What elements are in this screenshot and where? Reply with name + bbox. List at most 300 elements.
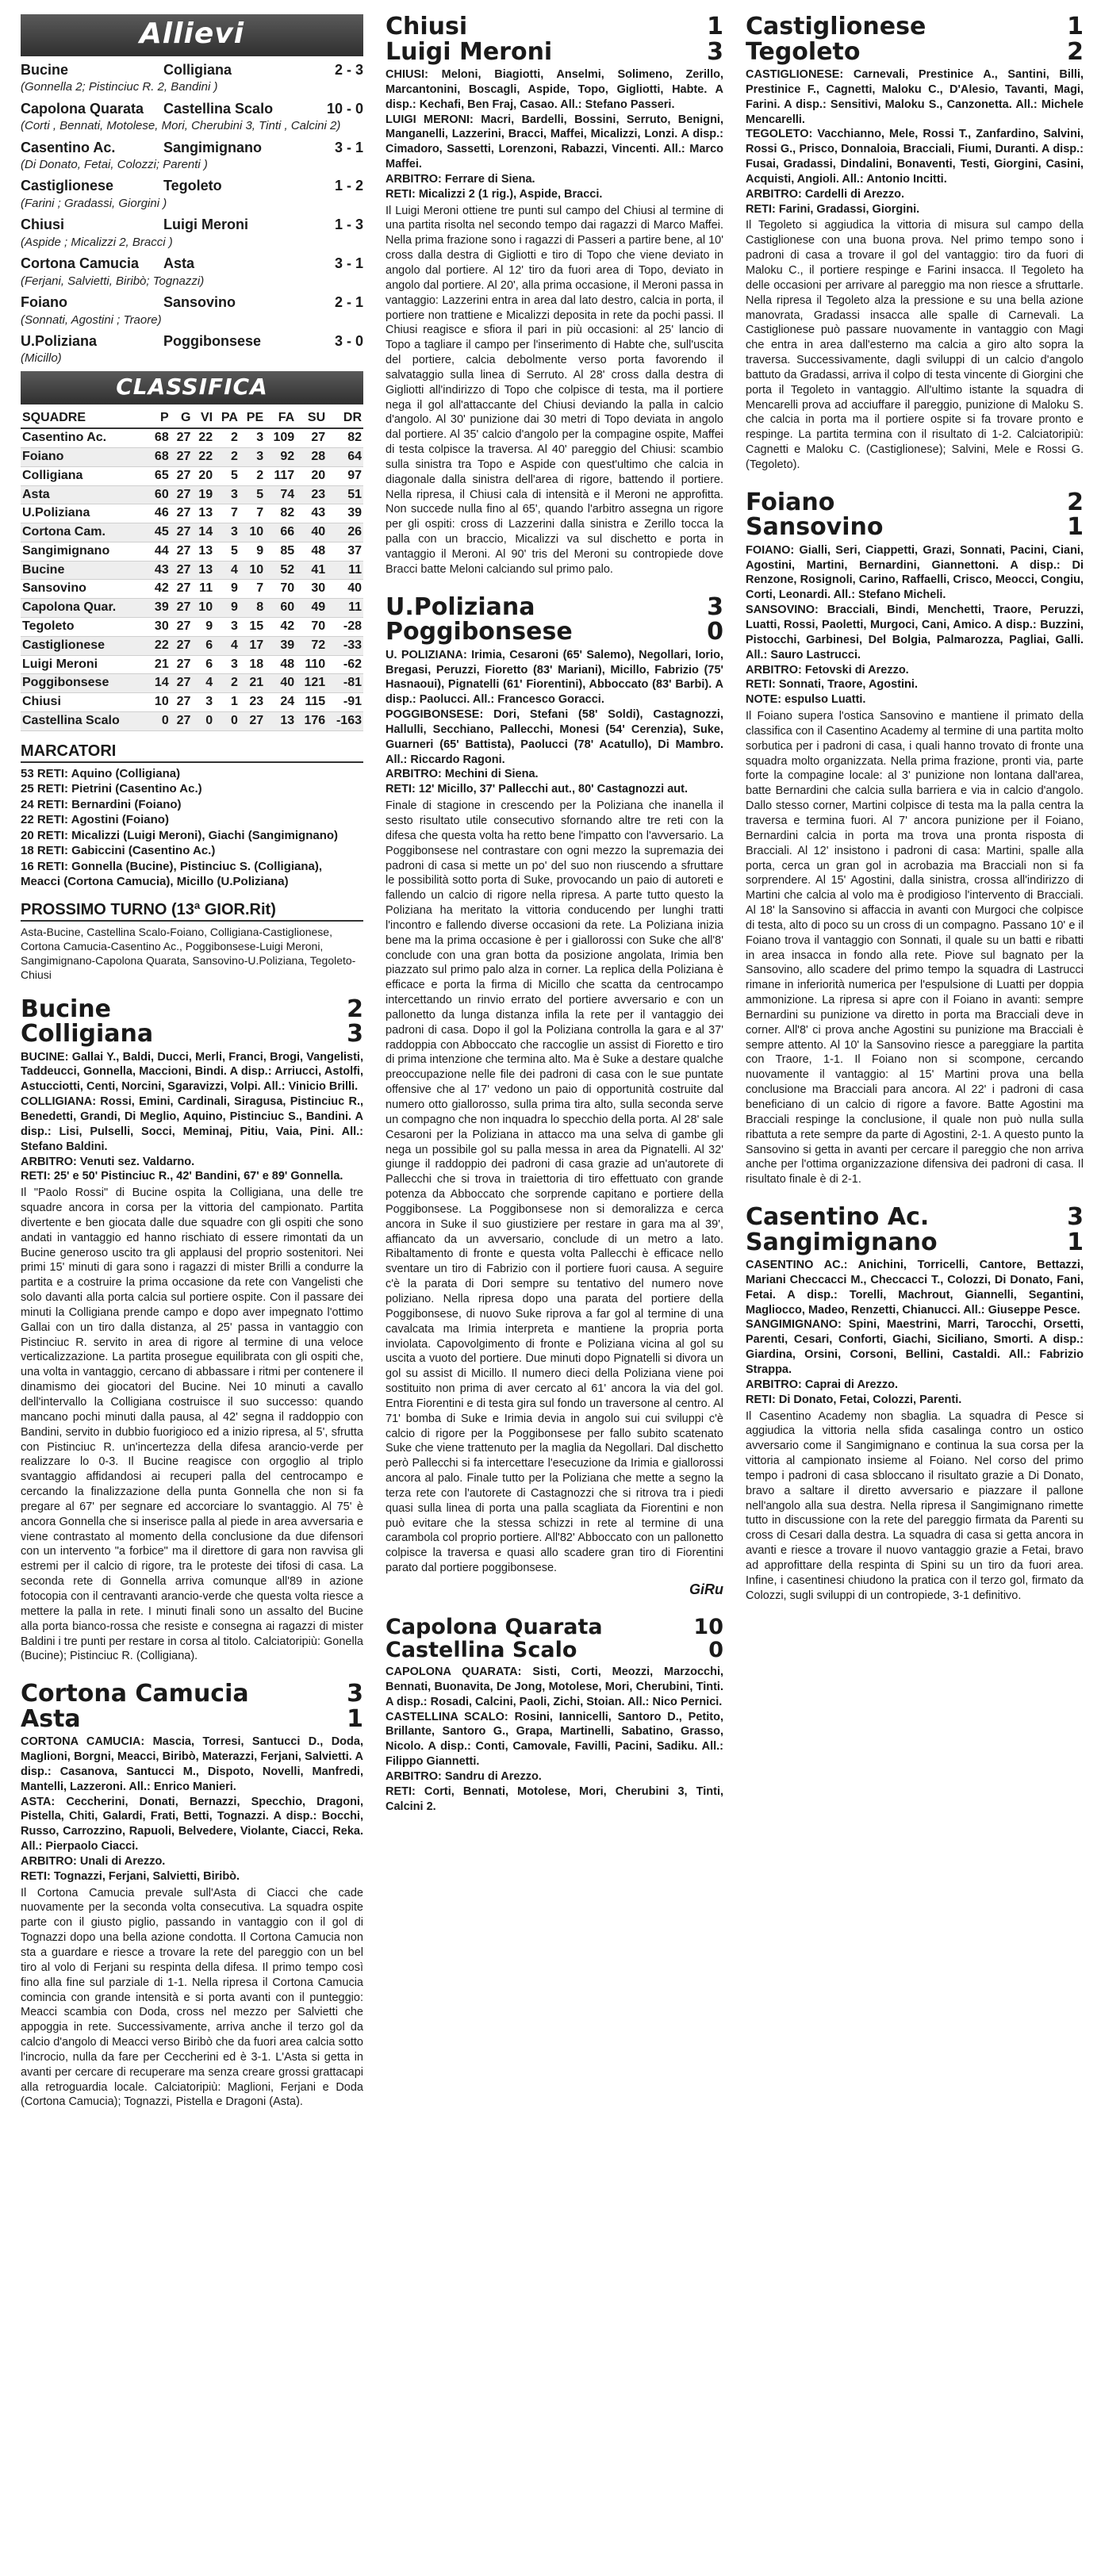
result-score: 1 - 3 [334,217,363,233]
standings-cell: 22 [192,428,214,447]
match-article [386,1616,723,1814]
standings-cell: 21 [240,674,265,693]
table-row [21,447,363,466]
team2-name: Sangimignano [746,1228,938,1256]
standings-header-cell: SU [296,409,327,428]
standings-header-cell: PE [240,409,265,428]
team1-name: Casentino Ac. [746,1203,930,1232]
standings-cell: 2 [214,447,240,466]
match-report: Finale di stagione in crescendo per la Poliziana che inanella il sesto risultato utile consecutivo sfornando altre tre reti con la difesa che questa volta ha retto bene l'impatto con l'avversario. La Poggibonsese nel contrastare con ogni mezzo la supremazia dei padroni di casa si mette un po' del suo non riuscendo a sfruttare le possibilità sotto porta di Suke, provocando un paio di autoreti e fallendo un calcio di rigore nella ripresa. A parte tutto questo la Poliziana ha meritato la vittoria conducendo per lunghi tratti l'incontro e fallendo diverse occasioni da rete. La Poliziana inizia bene ma la prima occasione è per i giallorossi con Suke che all'8' conclude con una gran botta da posizione angolata, Irimia ben piazzato sul primo palo alza in corner. La replica della Poliziana è efficace e porta la firma di Micillo che scatta da centrocampo intercettando un rinvio errato del portiere avversario e con un pallonetto da lunga distanza infila la rete per il vantaggio dei padroni di casa. Dopo il gol la Poliziana controlla la gara e al 37' raddoppia con Abboccato che raccoglie un assist di Fioretto e tiro di prima intenzione che termina alto. Ma è Suke a destare qualche preoccupazione nelle file dei padroni di casa con le sue puntate offensive che al 17' vedono un paio di opportunità costruite dal numero otto giallorosso, sulla prima tira alto, sulla seconda serve un compagno che non inquadra lo specchio della porta. Al 28' sale Cesaroni per la Poliziana in attacco ma una selva di gambe gli nega un possibile gol su palla messa in area da Pignatelli. Al 32' giunge il raddoppio dei padroni di casa grazie ad un'autorete di Pallecchi che si trova in traiettoria di tiro effettuato con grande potenza da Abboccato che sorprende capitano e portiere della Poggibonsese. La Poggibonsese non si demoralizza e cerca ancora in Suke il suo giustiziere per restare in gara ma al 39', affiancato da un avversario, conclude di un metro a lato. Ribaltamento di fronte e questa volta Pallecchi è efficace nello sventare un tiro di Fabrizio con il portiere fuori causa. A seguire c'è la parata di Dori sempre su tentativo del numero nove poliziano. Nella ripresa dopo una parata del portiere della Poggibonsese, di nuovo Suke riprova a far gol al termine di una cavalcata ma Irimia interpreta e mantiene la propria porta inviolata. Capovolgimento di fronte e Poliziana vicina al gol su uscita a vuoto del portiere. Due minuti dopo Pignatelli si divora un gol su assist di Micillo. Il numero dieci della Poliziana viene poi sostituito non prima di aver cercato al 61' ancora la via del gol. Entra Fiorentini e di testa gira sul fondo un traversone al centro. Al 71' bomba di Suke e Irimia devia in angolo sui cui sviluppi c'è calcio di rigore per la Poggibonsese per fallo subito scatenato Suke che viene trattenuto per la maglia da Negollari. Dal dischetto però Pallecchi si fa intercettare l'esecuzione da Irimia e giallorossi ancora al palo. Finale tutto per la Poliziana che mette a segno la terza rete con l'autorete di Castagnozzi che si ritrova tra i piedi quasi sulla linea di porta una palla scagliata da Fiorentini e non può evitare che la stessa schizzi in rete al termine di una carambola col proprio portiere. All'82' Abboccato con un pallonetto colpisce la traversa e quasi allo scadere gran tiro di Fiorentini parato dal portiere poggibonsese. [386,799,723,1575]
match-article [746,1205,1084,1603]
table-row [21,636,363,655]
team1-score: 3 [707,592,723,621]
standings-cell: 46 [148,504,171,523]
standings-cell: 40 [327,580,363,599]
match-team2-line [746,515,1084,540]
next-round-title: PROSSIMO TURNO (13ª GIOR.Rit) [21,899,363,922]
team1-score: 10 [693,1615,723,1640]
standings-cell: Tegoleto [21,618,148,637]
team1-score: 1 [707,14,723,40]
result-item [21,177,363,211]
result-item [21,255,363,289]
standings-cell: 52 [265,561,296,580]
team2-name: Tegoleto [746,37,861,66]
team2-score: 3 [347,1020,363,1048]
standings-cell: 115 [296,693,327,712]
standings-cell: 13 [192,542,214,561]
standings-cell: Casentino Ac. [21,428,148,447]
standings-cell: 15 [240,618,265,637]
match-report: Il Tegoleto si aggiudica la vittoria di misura sul campo della Castiglionese con una buona prova. Nel primo tempo sono i padroni di casa a trovare il gol del vantaggio: tiro da fuori di Maloku C., il portiere respinge e Farini insacca. Il Tegoleto ha delle occasioni per arrivare al pareggio ma non riesce a sfruttarle. Nella ripresa il Tegoleto alza la pressione e su una bella azione manovrata, Gradassi insacca alle spalle di Carnevali. La Castiglionese può passare nuovamente in vantaggio con Magi che entra in area dall'esterno ma calcia a giro alto sopra la traversa. Successivamente, dagli sviluppi di un calcio d'angolo battuto da Gradassi, arriva il colpo di testa vincente di Giorgini che porta il Tegoleto in vantaggio. All'ultimo istante la squadra di Mencarelli prova ad acciuffare il pareggio, punizione di Maloku S. che calcia in porta ma il portiere ospite si fa trovare pronto e respinge. La partita termina con il risultato di 1-2. Calciatoripiù: Cagnetti e Maloku C. (Castiglionese); Salvini, Mele e Rossi G. (Tegoleto). [746,219,1084,471]
result-item [21,139,363,173]
standings-cell: 4 [214,636,240,655]
team2-score: 1 [347,1704,363,1733]
away-team: Luigi Meroni [163,217,248,233]
standings-cell: 27 [171,636,193,655]
standings-cell: 11 [327,561,363,580]
standings-cell: 0 [214,712,240,731]
result-item [21,293,363,328]
standings-cell: 27 [171,580,193,599]
standings-cell: 70 [265,580,296,599]
result-line [21,255,363,273]
result-score: 3 - 1 [334,255,363,272]
scorer-line: 20 RETI: Micalizzi (Luigi Meroni), Giachi (Sangimignano) [21,828,339,842]
standings-cell: 27 [171,523,193,542]
standings-cell: -81 [327,674,363,693]
team1-name: Chiusi [386,14,468,40]
standings-cell: 176 [296,712,327,731]
standings-cell: Capolona Quar. [21,599,148,618]
standings-cell: 97 [327,466,363,485]
standings-cell: 3 [240,447,265,466]
standings-cell: 5 [214,542,240,561]
team1-name: Cortona Camucia [21,1680,249,1708]
team2-name: Luigi Meroni [386,37,553,66]
match-team1-line [746,14,1084,40]
standings-cell: 17 [240,636,265,655]
table-row [21,504,363,523]
standings-cell: Sansovino [21,580,148,599]
scorer-line: 53 RETI: Aquino (Colligiana) [21,766,181,780]
match-lineup: CORTONA CAMUCIA: Mascia, Torresi, Santucci D., Doda, Maglioni, Borgni, Meacci, Biribò, Materazzi, Ferjani, Salvietti. A disp.: Casanova, Santucci M., Dispoto, Novelli, Manfredi, Mantelli, Lazzeroni. All.: Enrico Manieri. ASTA: Ceccherini, Donati, Bernazzi, Specchio, Dragoni, Pistella, Chiti, Galardi, Frati, Betti, Tognazzi. A disp.: Bocchi, Russo, Carrozzino, Rapuoli, Belvedere, Violante, Ciacci, Reka. All.: Pierpaolo Ciacci. ARBITRO: Unali di Arezzo. RETI: Tognazzi, Ferjani, Salvietti, Biribò. [21,1735,363,1883]
standings-cell: 48 [265,655,296,674]
match-lineup: CHIUSI: Meloni, Biagiotti, Anselmi, Solimeno, Zerillo, Marcantonini, Boscagli, Aspide, Topo, Gigliotti, Habte. A disp.: Kechafi, Ben Fraj, Casao. All.: Stefano Passeri. LUIGI MERONI: Macri, Bardelli, Bossini, Serruto, Benigni, Manganelli, Lazzerini, Bracci, Maffei, Micalizzi, Lonzi. A disp.: Cimadoro, Sassetti, Lorenzoni, Rabazzi, Vincenti. All.: Marco Maffei. ARBITRO: Ferrare di Siena. RETI: Micalizzi 2 (1 rig.), Aspide, Bracci. [386,68,723,201]
match-team2-line [386,1639,723,1662]
team1-name: Bucine [21,995,111,1023]
away-team: Asta [163,255,195,272]
result-scorers: (Gonnella 2; Pistinciuc R. 2, Bandini ) [21,80,218,94]
match-team1-line [21,997,363,1022]
standings-cell: 39 [265,636,296,655]
standings-cell: 3 [192,693,214,712]
standings-cell: 117 [265,466,296,485]
match-team2-line [21,1704,363,1733]
next-round-text: Asta-Bucine, Castellina Scalo-Foiano, Colligiana-Castiglionese, Cortona Camucia-Casentino Ac., Poggibonsese-Luigi Meroni, Sangimignano-Capolona Quarata, Sansovino-U.Poliziana, Tegoleto-Chiusi [21,925,356,982]
result-score: 3 - 0 [334,333,363,350]
match-article [386,14,723,577]
team2-name: Colligiana [21,1020,154,1048]
standings-cell: 13 [192,561,214,580]
team2-score: 2 [1067,37,1084,66]
match-team1-line [746,490,1084,516]
standings-cell: 27 [171,599,193,618]
home-team: Bucine [21,61,69,78]
standings-cell: 27 [171,712,193,731]
result-line [21,100,363,118]
team1-score: 3 [1067,1203,1084,1232]
standings-header-cell: DR [327,409,363,428]
standings-cell: 60 [148,485,171,504]
table-row [21,693,363,712]
result-score: 2 - 3 [334,61,363,78]
match-lineup: U. POLIZIANA: Irimia, Cesaroni (65' Salemo), Negollari, Iorio, Bregasi, Peruzzi, Fioretto (83' Mariani), Micillo, Fabrizio (75' Hasnaoui), Pignatelli (61' Fiorentini), Abboccato (83' Barbi). A disp.: Paolucci. All.: Francesco Goracci. POGGIBONSESE: Dori, Stefani (58' Soldi), Castagnozzi, Hallulli, Secchiano, Pallecchi, Monesi (54' Cerenzia), Suke, Guarneri (65' Battista), Paolucci (78' Acatullo), Di Mambro. All.: Riccardo Ragoni. ARBITRO: Mechini di Siena. RETI: 12' Micillo, 37' Pallecchi aut., 80' Castagnozzi aut. [386,648,723,796]
standings-cell: 2 [214,428,240,447]
standings-cell: 9 [240,542,265,561]
match-article [21,1681,363,2110]
result-scorers: (Corti , Bennati, Motolese, Mori, Cherubini 3, Tinti , Calcini 2) [21,119,341,133]
standings-cell: 6 [192,655,214,674]
standings-cell: 42 [148,580,171,599]
standings-cell: 13 [192,504,214,523]
standings-cell: 7 [240,504,265,523]
standings-cell: 3 [214,523,240,542]
away-team: Poggibonsese [163,333,262,350]
scorers-list [21,766,363,890]
scorer-line: 22 RETI: Agostini (Foiano) [21,813,169,827]
match-report: Il Luigi Meroni ottiene tre punti sul campo del Chiusi al termine di una partita risolta nel secondo tempo dai ragazzi di Marco Maffei. Nella prima frazione sono i ragazzi di Passeri a partire bene, al 10' cross dalla destra di Gigliotti e tiro di Topo che viene deviato in angolo dal portiere. Al 12' tiro da fuori area di Topo, deviato in angolo dal portiere. Al 20', alla prima occasione, il Meroni passa in vantaggio: Lazzerini entra in area dal lato destro, calcia in porta, il portiere non trattiene e Micalizzi deposita in rete da pochi passi. Il Chiusi reagisce e sfiora il pari in più occasioni: al 25' lancio di Topo a tagliare il campo per l'inserimento di Habte che, sull'uscita del portiere, calcia debolmente verso porta favorendo il salvataggio sulla linea di Serruto. Al 28' cross dalla destra di Gigliotti all'indirizzo di Topo che colpisce di testa, ma il portiere nega il gol all'attaccante del Chiusi deviando la palla in calcio d'angolo. Al 30' punizione dai 30 metri di Topo deviata in angolo dal portiere. Al 35' calcio d'angolo per la compagine ospite, Maffei di testa colpisce la traversa. Al 40' pareggio del Chiusi: scambio sulla sinistra tra Topo e Aspide con quest'ultimo che calcia in diagonale dalla sinistra dell'area di rigore, battendo il portiere. Nella ripresa, il Chiusi cala di intensità e il Meroni ne approfitta. Non succede nulla fino al 65', quando l'arbitro assegna un rigore per gli ospiti: cross di Lazzerini dalla sinistra e Zerillo tocca la palla con un braccio, Micalizzi va sul dischetto e porta in vantaggio il Meroni. Al 90' tris del Meroni su contropiede dove Bracci batte Meloni calciando sul primo palo. [386,204,723,576]
home-team: Castiglionese [21,178,114,194]
standings-cell: 39 [327,504,363,523]
match-report: Il "Paolo Rossi" di Bucine ospita la Colligiana, una delle tre squadre ancora in corsa per la vittoria del campionato. Partita divertente e ben giocata dalle due squadre con gli ospiti che sono andati in vantaggio ed hanno rischiato di essere rimontati da un Bucine generoso uscito tra gli applausi del proprio sostenitori. Nei primi 15' minuti di gara sono i ragazzi di mister Brilli a condurre la partita e a costruire la prima occasione da rete con Vangelisti che solo davanti alla porta calcia sul portiere ospite. Con il passare dei minuti la Colligiana prende campo e dopo aver impegnato l'ottimo Gallai con un tiro dalla distanza, al 25' passa in vantaggio con Pistinciuc R. servito in area di rigore al termine di una veloce verticalizzazione. La partita prosegue equilibrata con gli ospiti che, una volta in vantaggio, cercano di abbassare i ritmi per contenere il dinamismo dei giocatori del Bucine. Nei 10 minuti a cavallo dell'intervallo la Colligiana costruisce il suo successo: quando mancano pochi minuti dalla pausa, al 42' segna il raddoppio con Bandini, servito in dubbio fuorigioco ed a inizio ripresa, al 5', sfrutta con Pistinciuc R. un'incertezza della difesa arancio-verde per realizzare lo 0-3. Il Bucine reagisce con orgoglio al triplo svantaggio affidandosi ai recuperi palla del centrocampo e cercando la finalizzazione della punta Gonnella che non si fa pregare al 67' per segnare ed accorciare lo svantaggio. Al 75' è ancora Gonnella che si inserisce palla al piede in area avversaria e viene contrastato al momento della conclusione da due difensori con un intervento "a forbice" ma il direttore di gara non ravvisa gli estremi per il calcio di rigore, tra le proteste dei tifosi di casa. La seconda rete di Gonnella arriva comunque all'89 in azione fotocopia con il centravanti arancio-verde che questa volta riesce a mettere la palla in rete. I minuti finali sono un assalto del Bucine alla porta bianco-rossa che resiste e consegna ai ragazzi di mister Baldini i tre punti per restare in corsa al titolo. Calciatoripiù: Gonella (Bucine); Pistinciuc R. (Colligiana). [21,1186,363,1663]
team2-score: 3 [707,37,723,66]
result-scorers: (Ferjani, Salvietti, Biribò; Tognazzi) [21,274,205,288]
standings-cell: 65 [148,466,171,485]
team1-score: 2 [1067,488,1084,516]
result-score: 3 - 1 [334,139,363,155]
standings-header-cell: VI [192,409,214,428]
team2-name: Castellina Scalo [386,1637,577,1662]
standings-cell: 20 [296,466,327,485]
standings-cell: 14 [192,523,214,542]
standings-cell: 8 [240,599,265,618]
author-signature: GiRu [689,1581,723,1597]
match-team2-line [746,37,1084,66]
standings-cell: 10 [240,523,265,542]
result-line [21,139,363,157]
result-item [21,100,363,134]
match-article [746,490,1084,1187]
team2-score: 0 [708,1637,723,1662]
team1-score: 3 [347,1680,363,1708]
standings-cell: 27 [171,428,193,447]
standings-cell: 43 [296,504,327,523]
team1-score: 1 [1067,14,1084,40]
away-team: Sansovino [163,294,236,311]
scorer-line: 18 RETI: Gabiccini (Casentino Ac.) [21,844,216,858]
standings-cell: 3 [214,655,240,674]
match-article [746,14,1084,473]
standings-cell: 3 [214,485,240,504]
standings-cell: 110 [296,655,327,674]
team1-name: Foiano [746,488,835,516]
standings-cell: 13 [265,712,296,731]
scorer-line: 24 RETI: Bernardini (Foiano) [21,797,182,811]
result-scorers: (Sonnati, Agostini ; Traore) [21,312,162,327]
table-row [21,580,363,599]
standings-cell: 30 [296,580,327,599]
standings-cell: 82 [327,428,363,447]
standings-cell: 9 [192,618,214,637]
standings-cell: Luigi Meroni [21,655,148,674]
home-team: U.Poliziana [21,333,98,350]
team2-name: Poggibonsese [386,618,573,646]
standings-cell: 2 [214,674,240,693]
standings-cell: Asta [21,485,148,504]
standings-header-cell: SQUADRE [21,409,148,428]
standings-cell: Sangimignano [21,542,148,561]
away-team: Colligiana [163,61,232,78]
standings-cell: 60 [265,599,296,618]
result-score: 1 - 2 [334,178,363,194]
standings-cell: 10 [148,693,171,712]
standings-cell: 7 [214,504,240,523]
table-row [21,485,363,504]
standings-cell: 27 [171,693,193,712]
team2-score: 1 [1067,513,1084,542]
standings-cell: 68 [148,447,171,466]
standings-cell: 42 [265,618,296,637]
standings-cell: 27 [171,466,193,485]
standings-cell: Cortona Cam. [21,523,148,542]
result-item [21,216,363,250]
table-row [21,428,363,447]
standings-cell: 27 [171,674,193,693]
standings-cell: 10 [240,561,265,580]
standings-cell: 9 [214,580,240,599]
standings-cell: 72 [296,636,327,655]
standings-cell: 23 [240,693,265,712]
standings-cell: 24 [265,693,296,712]
standings-header-cell: G [171,409,193,428]
match-team1-line [746,1205,1084,1230]
standings-cell: 22 [192,447,214,466]
standings-cell: 19 [192,485,214,504]
team2-name: Sansovino [746,513,884,542]
standings-cell: 64 [327,447,363,466]
home-team: Capolona Quarata [21,100,144,117]
home-team: Foiano [21,294,67,311]
team1-name: Capolona Quarata [386,1615,603,1640]
standings-cell: -28 [327,618,363,637]
standings-cell: -62 [327,655,363,674]
standings-cell: 22 [148,636,171,655]
standings-cell: 27 [171,655,193,674]
standings-cell: 82 [265,504,296,523]
standings-cell: 68 [148,428,171,447]
left-matches [21,997,363,2110]
right-column [746,14,1084,2560]
home-team: Chiusi [21,217,65,233]
result-line [21,216,363,234]
standings-cell: 3 [214,618,240,637]
standings-cell: 92 [265,447,296,466]
standings-cell: Foiano [21,447,148,466]
match-team2-line [21,1022,363,1047]
standings-cell: 23 [296,485,327,504]
result-scorers: (Micillo) [21,351,62,366]
team2-score: 1 [1067,1228,1084,1256]
standings-cell: 0 [148,712,171,731]
standings-cell: Poggibonsese [21,674,148,693]
standings-cell: -163 [327,712,363,731]
marcatori-title: MARCATORI [21,741,363,763]
table-row [21,655,363,674]
standings-cell: 11 [327,599,363,618]
match-report: Il Casentino Academy non sbaglia. La squadra di Pesce si aggiudica la vittoria nella sfida casalinga contro un ostico avversario come il Sangimignano e continua la sua corsa per la vittoria al campionato insieme al Foiano. Nel corso del primo tempo i padroni di casa sbloccano il risultato grazie a Di Donato, bravo a saltare il diretto avversario e piazzare il pallone nell'angolo alla sua destra. Nella ripresa il Sangimignano rimette tutto in discussione con la rete del pareggio firmata da Parenti su cross di Cesari dalla destra. La squadra di casa si getta ancora in avanti e riesce a trovare il nuovo vantaggio grazie a Fetai, bravo ad approfittare della respinta di Spini su un tiro da fuori area. Infine, i casentinesi chiudono la pratica con il terzo gol, firmato da Colozzi, sugli sviluppi di un contropiede, 3-1 definitivo. [746,1409,1084,1602]
scorer-line: 16 RETI: Gonnella (Bucine), Pistinciuc S. (Colligiana), Meacci (Cortona Camucia), Micillo (U.Poliziana) [21,859,323,889]
standings-cell: 27 [240,712,265,731]
standings-cell: 48 [296,542,327,561]
home-team: Cortona Camucia [21,255,140,272]
standings-body [21,428,363,730]
standings-cell: 28 [296,447,327,466]
middle-column [386,14,723,2560]
match-team2-line [746,1230,1084,1255]
match-team2-line [386,619,723,645]
standings-cell: -33 [327,636,363,655]
standings-cell: 43 [148,561,171,580]
match-team1-line [386,592,723,621]
standings-cell: 45 [148,523,171,542]
match-lineup: CASENTINO AC.: Anichini, Torricelli, Cantore, Bettazzi, Mariani Checcacci M., Checcacci T., Colozzi, Di Donato, Fani, Fetai. A disp.: Torelli, Machrout, Giannelli, Segantini, Magliocco, Madeo, Renzetti, Chianucci. All.: Giuseppe Pesce. SANGIMIGNANO: Spini, Maestrini, Marri, Tarocchi, Orsetti, Parenti, Cesari, Conforti, Giachi, Siciliano, Smorti. A disp.: Giardina, Orsini, Corsoni, Bellini, Castaldi. All.: Fabrizio Strappa. ARBITRO: Caprai di Arezzo. RETI: Di Donato, Fetai, Colozzi, Parenti. [746,1259,1084,1406]
table-row [21,674,363,693]
allievi-title: Allievi [21,14,363,56]
match-article [21,997,363,1665]
team2-name: Asta [21,1704,81,1733]
standings-cell: 14 [148,674,171,693]
standings-cell: 7 [240,580,265,599]
result-score: 10 - 0 [326,100,363,117]
standings-cell: 27 [296,428,327,447]
standings-cell: 5 [214,466,240,485]
team1-name: U.Poliziana [386,592,535,621]
team1-name: Castiglionese [746,14,926,40]
standings-cell: 41 [296,561,327,580]
standings-cell: 27 [171,561,193,580]
result-item [21,61,363,95]
standings-cell: 9 [214,599,240,618]
standings-cell: 40 [265,674,296,693]
standings-cell: 70 [296,618,327,637]
standings-header-row [21,409,363,428]
result-scorers: (Aspide ; Micalizzi 2, Bracci ) [21,235,173,249]
team2-score: 0 [707,618,723,646]
standings-cell: Chiusi [21,693,148,712]
away-team: Castellina Scalo [163,100,274,117]
standings-cell: Bucine [21,561,148,580]
table-row [21,466,363,485]
standings-header-cell: PA [214,409,240,428]
standings-cell: 39 [148,599,171,618]
result-line [21,332,363,351]
classifica-title: CLASSIFICA [21,371,363,404]
result-line [21,293,363,312]
away-team: Tegoleto [163,178,222,194]
standings-cell: 27 [171,542,193,561]
result-score: 2 - 1 [334,294,363,311]
result-line [21,177,363,195]
match-lineup: CAPOLONA QUARATA: Sisti, Corti, Meozzi, Marzocchi, Bennati, Buonavita, De Jong, Motolese, Mori, Cherubini, Tinti. A disp.: Rosadi, Calcini, Paoli, Zichi, Stoian. All.: Nico Pernici. CASTELLINA SCALO: Rosini, Iannicelli, Santoro D., Petito, Brillante, Santoro G., Grapa, Martinelli, Sabatino, Grasso, Nicolo. A disp.: Conti, Camovale, Favilli, Pacini, Sadiku. All.: Filippo Giannetti. ARBITRO: Sandru di Arezzo. RETI: Corti, Bennati, Motolese, Mori, Cherubini 3, Tinti, Calcini 2. [386,1666,723,1813]
standings-cell: 49 [296,599,327,618]
standings-cell: 21 [148,655,171,674]
match-report: Il Cortona Camucia prevale sull'Asta di Ciacci che cade nuovamente per la seconda volta consecutiva. La squadra ospite parte con il giusto piglio, passando in vantaggio con il gol di Tognazzi dopo una bella azione condotta. Il Cortona Camucia non sta a guardare e riesce a trovare la rete del pareggio con un bel tiro al volo di Ferjani su respinta della difesa. Il primo tempo così fino alla fine sul parziale di 1-1. Nella ripresa il Cortona Camucia cominciа con grande intensità e si porta avanti con il punteggio: Meacci scambia con Doda, cross nel mezzo per Salvietti che appoggia in rete. Successivamente, arriva anche il terzo gol da calcio d'angolo di Meacci verso Biribò che da fuori area calcia sotto l'incrocio, nulla da fare per Ceccherini ed è 3-1. L'Asta si getta in avanti per cercare di recuperare ma senza creare grossi grattacapi alla retroguardia locale. Calciatoripiù: Maglioni, Ferjani e Doda (Cortona Camucia); Tognazzi, Pistella e Dragoni (Asta). [21,1886,363,2109]
standings-cell: 37 [327,542,363,561]
table-row [21,542,363,561]
standings-cell: 66 [265,523,296,542]
standings-cell: 30 [148,618,171,637]
match-article [386,592,723,1600]
match-team1-line [386,1616,723,1639]
standings-cell: 10 [192,599,214,618]
table-row [21,712,363,731]
scorer-line: 25 RETI: Pietrini (Casentino Ac.) [21,782,202,796]
result-scorers: (Di Donato, Fetai, Colozzi; Parenti ) [21,157,208,171]
match-lineup: CASTIGLIONESE: Carnevali, Prestinice A., Santini, Billi, Prestinice F., Cagnetti, Maloku C., D'Alesio, Tavanti, Magi, Farini. A disp.: Sensitivi, Maloku S., Canzonetta. All.: Michele Mencarelli. TEGOLETO: Vacchianno, Mele, Rossi T., Zanfardino, Salvini, Rossi G., Prisco, Donnaloia, Bracciali, Fiumi, Duranti. A disp.: Fusai, Gradassi, Dindalini, Bonaventi, Testi, Giorgini, Casini, Acquisti, Angioli. All.: Antonio Incitti. ARBITRO: Cardelli di Arezzo. RETI: Farini, Gradassi, Giorgini. [746,68,1084,216]
table-row [21,561,363,580]
match-team1-line [21,1681,363,1707]
standings-cell: 6 [192,636,214,655]
home-team: Casentino Ac. [21,139,116,155]
match-team2-line [386,37,723,66]
table-row [21,618,363,637]
team1-score: 2 [347,995,363,1023]
standings-cell: 18 [240,655,265,674]
result-item [21,332,363,366]
left-column [21,14,363,2560]
match-lineup: FOIANO: Gialli, Seri, Ciappetti, Grazi, Sonnati, Pacini, Ciani, Agostini, Martini, Bernardini, Giannettoni. A disp.: Di Renzone, Rosignoli, Carino, Raffaelli, Crisco, Meocci, Congiu, Corti, Leonardi. All.: Stefano Micheli. SANSOVINO: Bracciali, Bindi, Menchetti, Traore, Peruzzi, Luatti, Rossi, Paoletti, Murgoci, Cani, Amico. A disp.: Buzzini, Pistocchi, Garbinesi, Del Bolgia, Palmarozza, Pagliai, Galli. All.: Sauro Lastrucci. ARBITRO: Fetovski di Arezzo. RETI: Sonnati, Traore, Agostini. NOTE: espulso Luatti. [746,543,1084,707]
standings-cell: 27 [171,485,193,504]
standings-cell: -91 [327,693,363,712]
table-row [21,599,363,618]
standings-cell: 4 [214,561,240,580]
result-scorers: (Farini ; Gradassi, Giorgini ) [21,196,167,210]
standings-cell: 74 [265,485,296,504]
standings-cell: 4 [192,674,214,693]
standings-header-cell: P [148,409,171,428]
standings-cell: 51 [327,485,363,504]
standings-cell: 20 [192,466,214,485]
standings-cell: Colligiana [21,466,148,485]
results-list [21,61,363,366]
standings-cell: Castiglionese [21,636,148,655]
standings-cell: 27 [171,618,193,637]
standings-cell: Castellina Scalo [21,712,148,731]
standings-cell: 5 [240,485,265,504]
standings-cell: 27 [171,504,193,523]
standings-cell: 121 [296,674,327,693]
standings-cell: 2 [240,466,265,485]
standings-cell: 26 [327,523,363,542]
match-report: Il Foiano supera l'ostica Sansovino e mantiene il primato della classifica con il Casentino Academy al termine di una partita molto sorbutica per i padroni di casa, i quali hanno trovato di fronte una squadra molto organizzata. Nella prima frazione, pronti via, parte forte la compagine locale: al 3' punizione non lontana dall'area, batte Bernardini che calcia sulla barriera e via in calcio d'angolo. Dallo stesso corner, Martini colpisce di testa ma la palla centra la traversa e termina fuori. Al 7' ancora punizione per il Foiano, Bernardini calcia in porta ma trova una pronta risposta di Bracciali. Al 12' insistono i padroni di casa: Martini, spalle alla porta, cerca un gran gol in acrobazia ma Bracciali non si fa sorprendere. Al 15' Agostini, dalla sinistra, crossa all'indirizzo di Martini che calcia al volo ma è prodigioso l'intervento di Bracciali. Al 18' la Sansovino si affaccia in avanti con Murgoci che colpisce di testa, alto di poco su un cross di un compagno. Passano 10' e il Foiano trova il vantaggio con Sonnati, il quale su un batti e ribatti in area insacca in fondo alla rete. Piove sul bagnato per la Sansovino, allo scadere del primo tempo la squadra di Lastrucci rimane in inferiorità numerica per l'espulsione di Luatti per doppia ammonizione. La ripresa si apre con il Foiano in avanti: sempre Bernardini su punizione va diretto in porta ma Bracciali deve in corner. All'8' ci prova anche Agostini su punizione ma Bracciali è sempre attento. Al 10' la Sansovino riesce a pareggiare la partita con Traore, 1-1. Il Foiano non si scompone, cercando nuovamente il vantaggio: al 15' Martini prova una bella conclusione ma Bracciali para ancora. Al 22' i padroni di casa beneficiano di un calcio di rigore a favore. Batte Agostini ma Bracciali respinge la conclusione, il quale non può nulla sulla ribattuta a rete sempre da parte di Agostini, 2-1. A questo punto la Sansovino si getta in avanti per cercare il pareggio che non arriva anche per l'ottima organizzazione difensiva dei padroni di casa. Il risultato finale è di 2-1. [746,710,1084,1186]
standings-cell: 27 [171,447,193,466]
standings-table [21,409,363,731]
standings-cell: 1 [214,693,240,712]
standings-cell: 44 [148,542,171,561]
standings-cell: 40 [296,523,327,542]
standings-header-cell: FA [265,409,296,428]
match-lineup: BUCINE: Gallai Y., Baldi, Ducci, Merli, Franci, Brogi, Vangelisti, Taddeucci, Gonnella, Maccioni, Bindi. A disp.: Arriucci, Astolfi, Astucciotti, Centi, Norcini, Sgaravizzi, Volpi. All.: Vinicio Brilli. COLLIGIANA: Rossi, Emini, Cardinali, Siragusa, Pistinciuc R., Benedetti, Grandi, Di Meglio, Aquino, Pistinciuc S., Bandini. A disp.: Lisi, Pulselli, Socci, Meminaj, Pitiu, Vaia, Pini. All.: Stefano Baldini. ARBITRO: Venuti sez. Valdarno. RETI: 25' e 50' Pistinciuc R., 42' Bandini, 67' e 89' Gonnella. [21,1050,363,1183]
